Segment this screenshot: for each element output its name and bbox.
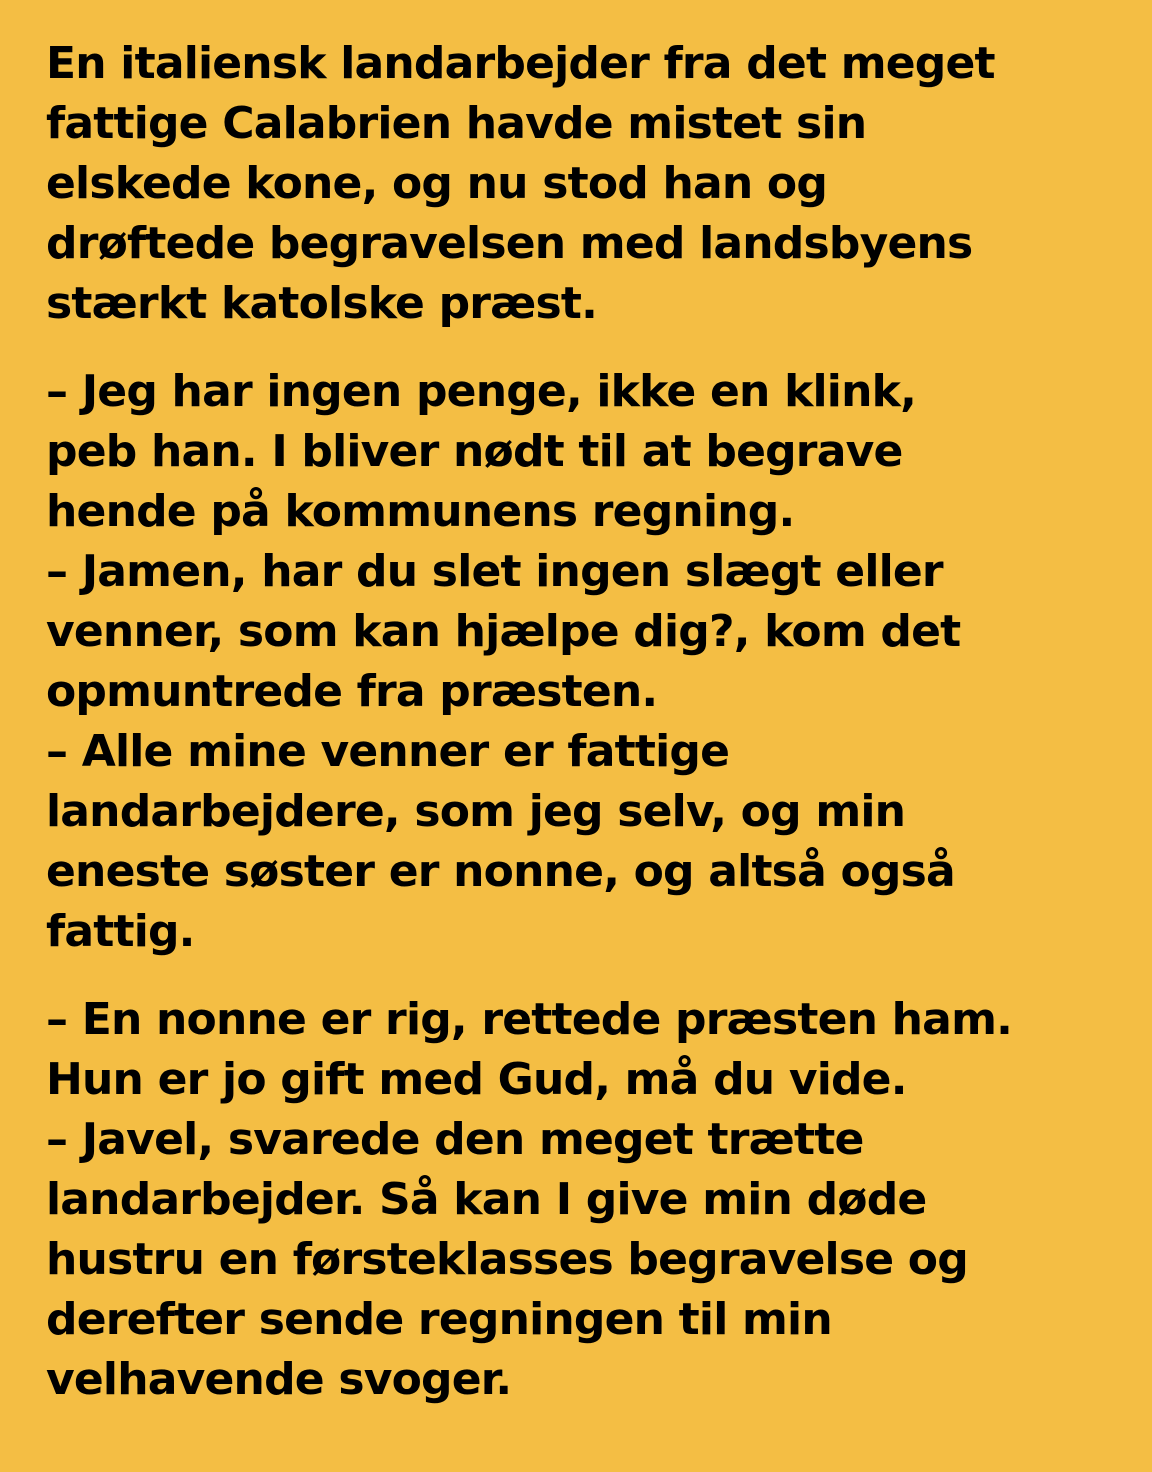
text-line: fattige Calabrien havde mistet sin (46, 98, 867, 149)
text-line: stærkt katolske præst. (46, 278, 598, 329)
paragraph-intro (46, 34, 1104, 334)
text-line: – Jamen, har du slet ingen slægt eller (46, 546, 943, 597)
text-line: – Javel, svarede den meget trætte (46, 1114, 864, 1165)
text-line: hustru en førsteklasses begravelse og (46, 1234, 968, 1285)
text-line: hende på kommunens regning. (46, 486, 795, 537)
text-line: Hun er jo gift med Gud, må du vide. (46, 1054, 907, 1105)
text-line: eneste søster er nonne, og altså også (46, 846, 955, 897)
text-line: opmuntrede fra præsten. (46, 666, 658, 717)
text-line: landarbejder. Så kan I give min døde (46, 1174, 927, 1225)
text-line: derefter sende regningen til min (46, 1294, 832, 1345)
text-line: – Jeg har ingen penge, ikke en klink, (46, 366, 916, 417)
text-line: – En nonne er rig, rettede præsten ham. (46, 994, 1013, 1045)
paragraph-dialogue-1 (46, 362, 1104, 962)
text-line: venner, som kan hjælpe dig?, kom det (46, 606, 961, 657)
text-line: landarbejdere, som jeg selv, og min (46, 786, 906, 837)
text-line: elskede kone, og nu stod han og (46, 158, 828, 209)
text-line: En italiensk landarbejder fra det meget (46, 38, 995, 89)
text-line: velhavende svoger. (46, 1354, 512, 1405)
text-line: drøftede begravelsen med landsbyens (46, 218, 973, 269)
paragraph-dialogue-2 (46, 990, 1104, 1410)
text-line: fattig. (46, 906, 195, 957)
text-line: peb han. I bliver nødt til at begrave (46, 426, 903, 477)
text-line: – Alle mine venner er fattige (46, 726, 730, 777)
